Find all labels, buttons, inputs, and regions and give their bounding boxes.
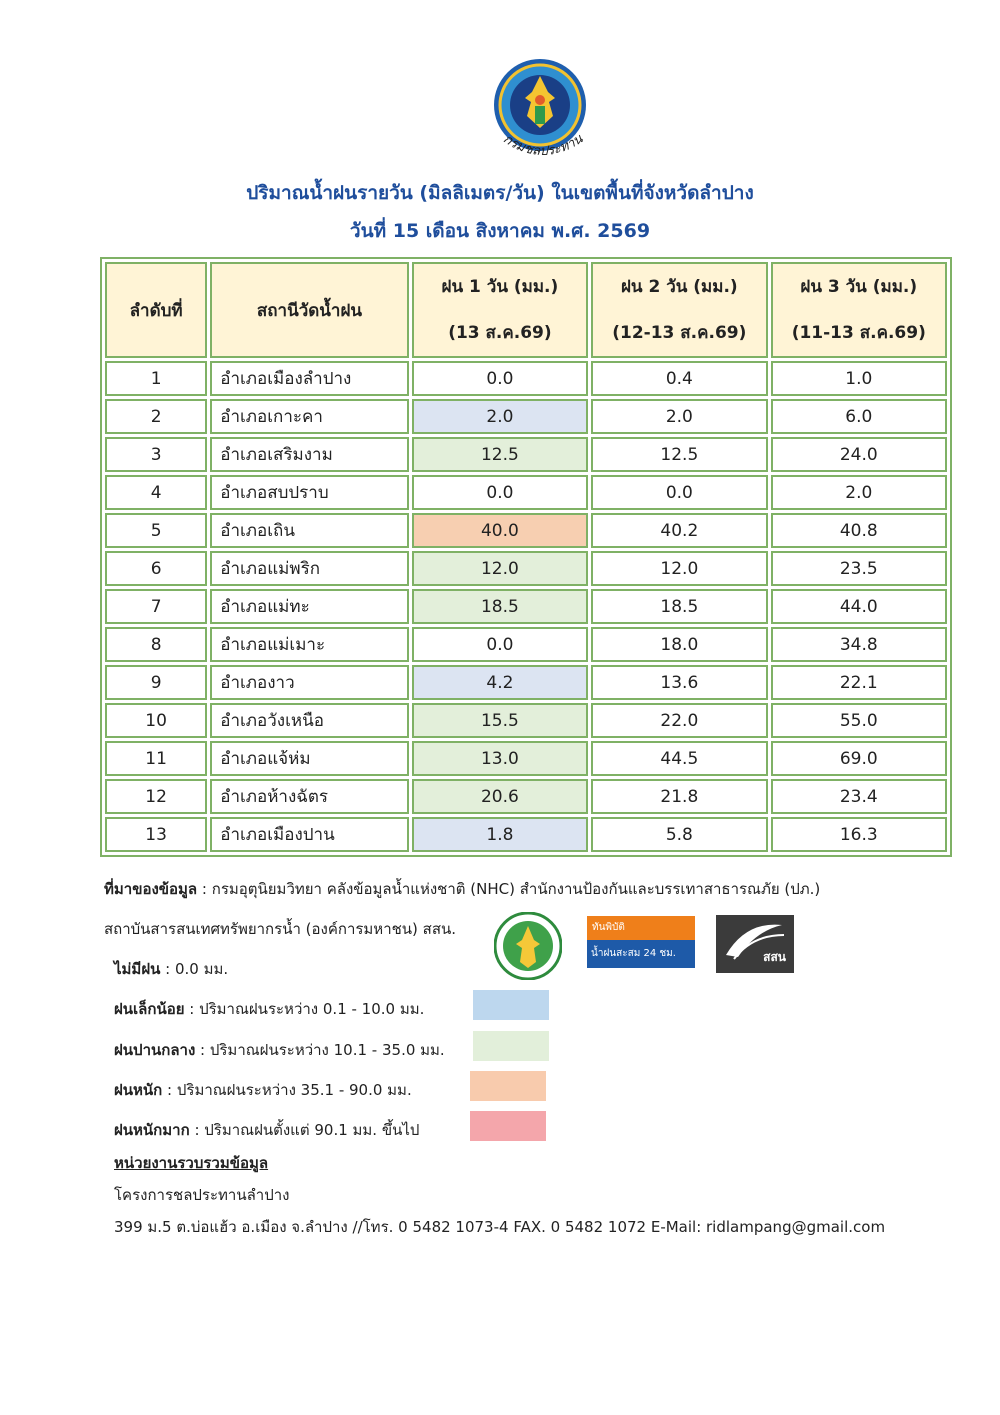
table-header-row — [105, 262, 947, 358]
row-no: 11 — [105, 741, 207, 776]
row-rain3: 44.0 — [771, 589, 947, 624]
row-rain2: 2.0 — [591, 399, 767, 434]
legend-swatch — [470, 1071, 546, 1101]
row-rain2: 22.0 — [591, 703, 767, 738]
report-date: วันที่ 15 เดือน สิงหาคม พ.ศ. 2569 — [349, 220, 651, 242]
table-row — [105, 779, 947, 814]
row-station: อำเภอห้างฉัตร — [210, 779, 408, 814]
table-row — [105, 665, 947, 700]
row-no: 4 — [105, 475, 207, 510]
data-source — [104, 877, 820, 901]
row-rain2: 0.4 — [591, 361, 767, 396]
row-station: อำเภอเถิน — [210, 513, 408, 548]
table-row — [105, 361, 947, 396]
hii-logo — [716, 915, 794, 973]
table-row — [105, 703, 947, 738]
table-row — [105, 475, 947, 510]
row-rain1: 0.0 — [412, 475, 588, 510]
table-row — [105, 741, 947, 776]
row-rain1: 1.8 — [412, 817, 588, 852]
legend-text: : 0.0 มม. — [160, 960, 229, 978]
org-name: โครงการชลประทานลำปาง — [114, 1186, 290, 1204]
table-row — [105, 817, 947, 852]
row-rain2: 12.0 — [591, 551, 767, 586]
row-rain3: 23.5 — [771, 551, 947, 586]
row-no: 10 — [105, 703, 207, 738]
badge-bottom-label: น้ำฝนสะสม 24 ชม. — [587, 940, 695, 968]
row-rain1: 12.5 — [412, 437, 588, 472]
header-rain2-label: ฝน 2 วัน (มม.) — [620, 277, 738, 297]
row-rain1: 0.0 — [412, 361, 588, 396]
row-rain2: 18.5 — [591, 589, 767, 624]
row-rain2: 0.0 — [591, 475, 767, 510]
legend-item — [114, 957, 228, 981]
row-rain3: 6.0 — [771, 399, 947, 434]
page-title: ปริมาณน้ำฝนรายวัน (มิลลิเมตร/วัน) ในเขตพื้นที่จังหวัดลำปาง — [246, 182, 754, 204]
header-rain2-date: (12-13 ส.ค.69) — [612, 323, 747, 343]
row-no: 3 — [105, 437, 207, 472]
data-source-line2: สถาบันสารสนเทศทรัพยากรน้ำ (องค์การมหาชน) สสน. — [104, 920, 457, 938]
row-no: 7 — [105, 589, 207, 624]
legend-label: ฝนเล็กน้อย — [114, 1000, 185, 1018]
row-rain2: 21.8 — [591, 779, 767, 814]
data-source-text: : กรมอุตุนิยมวิทยา คลังข้อมูลน้ำแห่งชาติ (NHC) สำนักงานป้องกันและบรรเทาสาธารณภัย (ปภ.) — [197, 880, 821, 898]
row-no: 9 — [105, 665, 207, 700]
row-station: อำเภอเสริมงาม — [210, 437, 408, 472]
table-row — [105, 589, 947, 624]
row-rain3: 16.3 — [771, 817, 947, 852]
rainfall-table — [100, 257, 952, 857]
row-rain3: 34.8 — [771, 627, 947, 662]
legend-swatch — [473, 990, 549, 1020]
data-source-label: ที่มาของข้อมูล — [104, 880, 198, 898]
row-rain2: 40.2 — [591, 513, 767, 548]
row-rain3: 55.0 — [771, 703, 947, 738]
header-rain2 — [591, 262, 767, 358]
row-rain3: 40.8 — [771, 513, 947, 548]
table-row — [105, 513, 947, 548]
row-rain1: 0.0 — [412, 627, 588, 662]
legend-label: ฝนหนักมาก — [114, 1121, 190, 1139]
rid-logo-arc-text — [488, 130, 598, 170]
badge-top-label: ทันพิบัติ — [587, 916, 695, 940]
row-no: 6 — [105, 551, 207, 586]
row-station: อำเภอสบปราบ — [210, 475, 408, 510]
legend-swatch — [473, 1031, 549, 1061]
row-rain1: 12.0 — [412, 551, 588, 586]
row-rain1: 18.5 — [412, 589, 588, 624]
row-rain3: 2.0 — [771, 475, 947, 510]
header-rain3 — [771, 262, 947, 358]
row-station: อำเภอเมืองลำปาง — [210, 361, 408, 396]
row-rain2: 18.0 — [591, 627, 767, 662]
legend-item — [114, 1078, 412, 1102]
row-station: อำเภอแม่เมาะ — [210, 627, 408, 662]
legend-swatch — [470, 1111, 546, 1141]
row-rain2: 5.8 — [591, 817, 767, 852]
row-no: 2 — [105, 399, 207, 434]
row-station: อำเภอเมืองปาน — [210, 817, 408, 852]
row-rain1: 20.6 — [412, 779, 588, 814]
legend-item — [114, 1118, 419, 1142]
header-rain3-date: (11-13 ส.ค.69) — [791, 323, 926, 343]
row-no: 12 — [105, 779, 207, 814]
row-rain1: 40.0 — [412, 513, 588, 548]
row-station: อำเภอวังเหนือ — [210, 703, 408, 738]
row-rain1: 15.5 — [412, 703, 588, 738]
row-rain2: 44.5 — [591, 741, 767, 776]
row-rain1: 2.0 — [412, 399, 588, 434]
table-row — [105, 399, 947, 434]
row-no: 1 — [105, 361, 207, 396]
table-row — [105, 437, 947, 472]
rain-24h-badge — [587, 916, 695, 968]
hii-logo-text: สสน — [763, 950, 786, 964]
row-rain1: 13.0 — [412, 741, 588, 776]
svg-text:กรมชลประทาน: กรมชลประทาน — [500, 131, 586, 160]
header-station: สถานีวัดน้ำฝน — [210, 262, 408, 358]
legend-text: : ปริมาณฝนระหว่าง 10.1 - 35.0 มม. — [195, 1041, 445, 1059]
legend-text: : ปริมาณฝนระหว่าง 0.1 - 10.0 มม. — [184, 1000, 425, 1018]
row-station: อำเภอแม่ทะ — [210, 589, 408, 624]
row-station: อำเภอแม่พริก — [210, 551, 408, 586]
row-rain3: 23.4 — [771, 779, 947, 814]
org-address: 399 ม.5 ต.บ่อแฮ้ว อ.เมือง จ.ลำปาง //โทร. 0 5482 1073-4 FAX. 0 5482 1072 E-Mail: ridlampang@gmail.com — [114, 1218, 886, 1236]
table-row — [105, 551, 947, 586]
row-no: 8 — [105, 627, 207, 662]
header-no: ลำดับที่ — [105, 262, 207, 358]
tmd-logo-icon — [494, 912, 562, 980]
row-no: 5 — [105, 513, 207, 548]
header-rain1-date: (13 ส.ค.69) — [448, 323, 552, 343]
row-station: อำเภอแจ้ห่ม — [210, 741, 408, 776]
legend-label: ฝนปานกลาง — [114, 1041, 196, 1059]
row-no: 13 — [105, 817, 207, 852]
legend-text: : ปริมาณฝนตั้งแต่ 90.1 มม. ขึ้นไป — [189, 1121, 420, 1139]
header-rain1 — [412, 262, 588, 358]
row-rain1: 4.2 — [412, 665, 588, 700]
header-rain1-label: ฝน 1 วัน (มม.) — [441, 277, 559, 297]
row-station: อำเภองาว — [210, 665, 408, 700]
org-title: หน่วยงานรวบรวมข้อมูล — [114, 1154, 269, 1172]
row-rain3: 22.1 — [771, 665, 947, 700]
legend-item — [114, 997, 424, 1021]
legend-text: : ปริมาณฝนระหว่าง 35.1 - 90.0 มม. — [162, 1081, 412, 1099]
row-rain2: 12.5 — [591, 437, 767, 472]
legend-label: ฝนหนัก — [114, 1081, 163, 1099]
row-station: อำเภอเกาะคา — [210, 399, 408, 434]
legend-item — [114, 1038, 445, 1062]
row-rain3: 1.0 — [771, 361, 947, 396]
row-rain2: 13.6 — [591, 665, 767, 700]
row-rain3: 69.0 — [771, 741, 947, 776]
row-rain3: 24.0 — [771, 437, 947, 472]
table-row — [105, 627, 947, 662]
legend-label: ไม่มีฝน — [114, 960, 161, 978]
header-rain3-label: ฝน 3 วัน (มม.) — [800, 277, 918, 297]
